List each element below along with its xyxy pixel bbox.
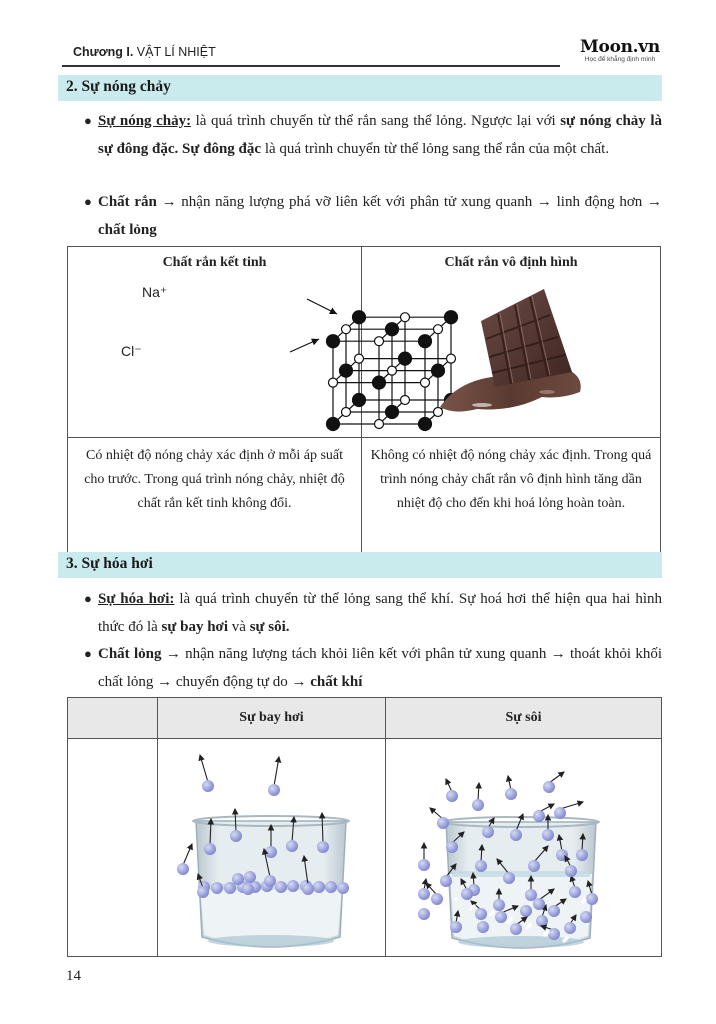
bullet-melting-definition bbox=[84, 107, 662, 163]
molecule bbox=[287, 880, 299, 892]
molecule bbox=[302, 883, 314, 895]
sodium-pointer-arrow bbox=[307, 299, 337, 314]
term: Sự hóa hơi: bbox=[98, 591, 175, 607]
motion-arrow bbox=[274, 757, 279, 786]
bullet-solid-to-liquid bbox=[84, 188, 662, 244]
chapter-header bbox=[73, 45, 216, 59]
bubble bbox=[506, 920, 510, 924]
logo-name: Moon.vn bbox=[580, 37, 660, 57]
section-heading-melting bbox=[58, 75, 662, 101]
bold-text: Chất rắn bbox=[98, 194, 157, 210]
molecule bbox=[475, 860, 487, 872]
molecule bbox=[475, 908, 487, 920]
molecule bbox=[418, 888, 430, 900]
nacl-crystal-lattice-image bbox=[68, 247, 361, 437]
column-header: Chất rắn kết tinh bbox=[162, 255, 267, 270]
bold-text: chất khí bbox=[310, 674, 363, 690]
molecule bbox=[461, 888, 473, 900]
molecule bbox=[533, 898, 545, 910]
molecule bbox=[493, 899, 505, 911]
molecule bbox=[197, 886, 209, 898]
section-heading-vaporization bbox=[58, 552, 662, 578]
bullet-icon: ● bbox=[84, 194, 92, 209]
empty-cell bbox=[68, 739, 158, 957]
bubble bbox=[525, 926, 529, 930]
bold-text: chất lỏng bbox=[98, 222, 157, 238]
molecule bbox=[505, 788, 517, 800]
bold-text: sự sôi. bbox=[249, 619, 290, 635]
molecule bbox=[472, 799, 484, 811]
bubble bbox=[469, 907, 473, 911]
logo bbox=[572, 38, 668, 64]
molecule bbox=[264, 875, 276, 887]
column-header: Chất rắn vô định hình bbox=[444, 255, 578, 270]
molecule bbox=[510, 829, 522, 841]
chocolate-image bbox=[362, 247, 662, 437]
header-crystalline bbox=[68, 247, 362, 438]
chloride-label: Cl⁻ bbox=[121, 343, 142, 359]
vaporization-table bbox=[67, 697, 662, 957]
molecule bbox=[286, 840, 298, 852]
molecule bbox=[482, 826, 494, 838]
molecule bbox=[446, 790, 458, 802]
molecule bbox=[202, 780, 214, 792]
molecule bbox=[548, 928, 560, 940]
section-title: 2. Sự nóng chảy bbox=[66, 78, 171, 95]
molecule bbox=[477, 921, 489, 933]
molecule bbox=[313, 881, 325, 893]
bubble bbox=[581, 900, 585, 904]
bold-text: sự bay hơi bbox=[161, 619, 229, 635]
molecule bbox=[265, 846, 277, 858]
bullet-icon: ● bbox=[84, 591, 92, 606]
text: là quá trình chuyển từ thể rắn sang thể lỏng. Ngược lại với bbox=[191, 113, 561, 129]
molecule bbox=[503, 872, 515, 884]
molecule bbox=[211, 882, 223, 894]
molecule bbox=[450, 921, 462, 933]
sodium-ion bbox=[341, 408, 350, 417]
motion-arrow bbox=[183, 844, 192, 865]
section-title: 3. Sự hóa hơi bbox=[66, 555, 153, 572]
molecule bbox=[543, 781, 555, 793]
sodium-ion bbox=[341, 325, 350, 334]
motion-arrow bbox=[549, 772, 564, 783]
motion-arrow bbox=[560, 802, 583, 809]
molecule bbox=[564, 922, 576, 934]
bubble bbox=[488, 913, 492, 917]
bubble bbox=[454, 897, 458, 901]
chapter-prefix: Chương I. bbox=[73, 45, 134, 59]
molecule bbox=[230, 830, 242, 842]
motion-arrow bbox=[478, 783, 479, 801]
page-number: 14 bbox=[66, 968, 81, 984]
chloride-pointer-arrow bbox=[290, 339, 319, 352]
boiling-beaker-image bbox=[386, 739, 663, 956]
text: là quá trình chuyển từ thể lỏng sang thể khí. Sự hoá hơi thể hiện qua hai hình thức đó là bbox=[98, 591, 663, 635]
bullet-icon: ● bbox=[84, 113, 92, 128]
molecule bbox=[275, 881, 287, 893]
molecule bbox=[586, 893, 598, 905]
text: → nhận năng lượng tách khỏi liên kết với phân tử xung quanh → thoát khỏi khối chất lỏng → chuyển động tự do → bbox=[98, 646, 662, 690]
text: → nhận năng lượng phá vỡ liên kết với phân tử xung quanh → linh động hơn → bbox=[156, 194, 662, 210]
molecule bbox=[244, 871, 256, 883]
molecule bbox=[554, 807, 566, 819]
sodium-label: Na⁺ bbox=[142, 284, 168, 300]
molecule bbox=[542, 829, 554, 841]
logo-tagline: Học để khẳng định mình bbox=[584, 56, 656, 63]
header-empty bbox=[68, 698, 158, 739]
molecule bbox=[533, 810, 545, 822]
text: là quá trình chuyển từ thể lỏng sang thể rắn của một chất. bbox=[261, 141, 610, 157]
chloride-ion bbox=[326, 418, 339, 431]
molecule bbox=[437, 817, 449, 829]
crystalline-description: Có nhiệt độ nóng chảy xác định ở mỗi áp suất cho trước. Trong quá trình nóng chảy, nhiệt độ chất rắn kết tinh không đổi. bbox=[68, 438, 362, 553]
molecule bbox=[317, 841, 329, 853]
header-rule bbox=[62, 65, 560, 67]
molecule bbox=[528, 860, 540, 872]
motion-arrow bbox=[508, 776, 511, 790]
text: và bbox=[228, 619, 250, 635]
chloride-ion bbox=[326, 335, 339, 348]
chloride-ion bbox=[339, 364, 352, 377]
bubble bbox=[543, 933, 547, 937]
molecule bbox=[431, 893, 443, 905]
molecule bbox=[177, 863, 189, 875]
motion-arrow bbox=[200, 755, 208, 782]
molecule bbox=[576, 849, 588, 861]
amorphous-description: Không có nhiệt độ nóng chảy xác định. Trong quá trình nóng chảy chất rắn vô định hình tăng dần nhiệt độ cho đến khi hoá lỏng hoàn toàn. bbox=[362, 438, 661, 553]
molecule bbox=[268, 784, 280, 796]
sodium-ion bbox=[328, 378, 337, 387]
molecule bbox=[495, 911, 507, 923]
bullet-icon: ● bbox=[84, 646, 92, 661]
molecule bbox=[232, 873, 244, 885]
bubble bbox=[562, 939, 566, 943]
molecule bbox=[525, 889, 537, 901]
molecule bbox=[440, 875, 452, 887]
molecule bbox=[337, 882, 349, 894]
molecule bbox=[418, 859, 430, 871]
molecule bbox=[510, 923, 522, 935]
chapter-title: VẬT LÍ NHIỆT bbox=[136, 45, 216, 59]
molecule bbox=[520, 905, 532, 917]
header-amorphous bbox=[362, 247, 661, 438]
molecule bbox=[446, 841, 458, 853]
molecule bbox=[548, 905, 560, 917]
bold-text: Chất lỏng bbox=[98, 646, 162, 662]
molecule bbox=[204, 843, 216, 855]
bullet-liquid-to-gas bbox=[84, 640, 662, 696]
term: Sự nóng chảy: bbox=[98, 113, 192, 129]
solid-types-table bbox=[67, 246, 661, 553]
molecule bbox=[569, 886, 581, 898]
evaporation-image-cell bbox=[158, 739, 386, 957]
molecule bbox=[580, 911, 592, 923]
molecule bbox=[536, 915, 548, 927]
liquid-bottom bbox=[208, 935, 334, 947]
bold-text: sự nóng chảy là sự đông đặc. Sự đông đặc bbox=[98, 113, 662, 157]
header-evaporation: Sự bay hơi bbox=[158, 698, 386, 739]
bullet-vaporization-definition bbox=[84, 585, 662, 641]
header-boiling: Sự sôi bbox=[386, 698, 662, 739]
molecule bbox=[242, 883, 254, 895]
molecule bbox=[565, 865, 577, 877]
motion-arrow bbox=[446, 779, 452, 792]
molecule bbox=[418, 908, 430, 920]
molecule bbox=[224, 882, 236, 894]
molecule bbox=[325, 881, 337, 893]
boiling-image-cell bbox=[386, 739, 662, 957]
evaporation-beaker-image bbox=[158, 739, 385, 956]
